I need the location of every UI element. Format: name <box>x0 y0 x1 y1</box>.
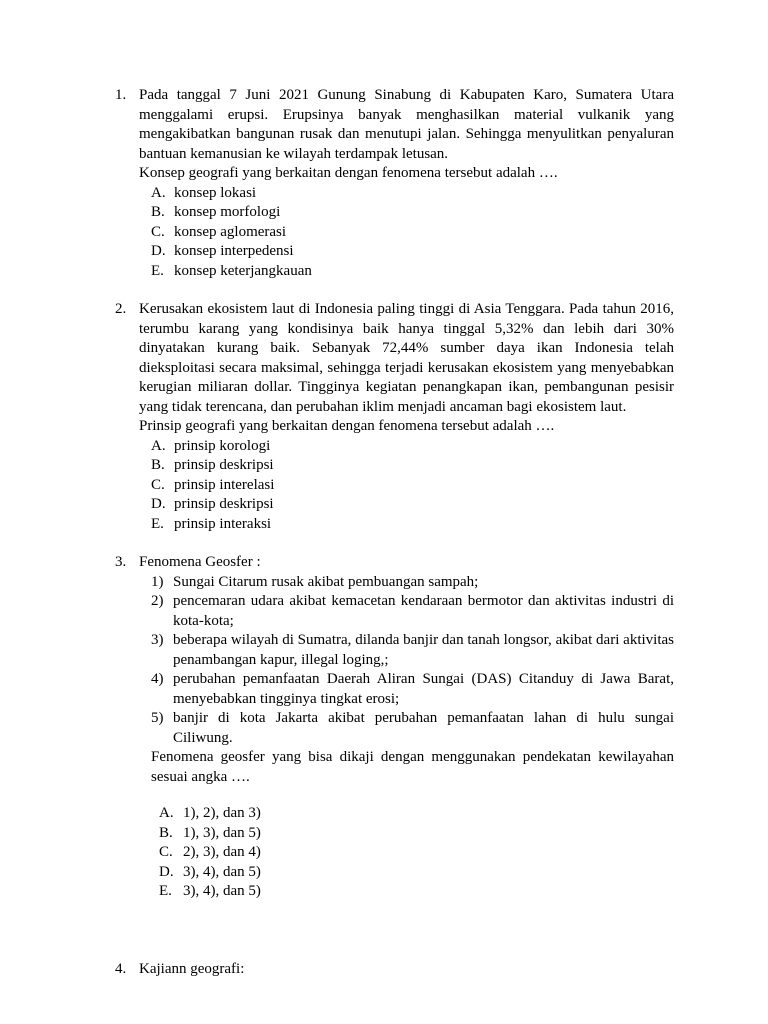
question-2 <box>115 300 674 534</box>
answer-option-c[interactable] <box>151 476 674 496</box>
option-letter: D. <box>159 863 174 880</box>
answer-options <box>139 437 674 535</box>
option-text: konsep interpedensi <box>174 243 294 259</box>
answer-option-b[interactable] <box>151 456 674 476</box>
option-letter: B. <box>151 204 165 220</box>
item-number: 5) <box>151 710 164 726</box>
option-text: 3), 4), dan 5) <box>183 863 261 880</box>
option-letter: D. <box>151 243 166 259</box>
phenomenon-item <box>151 573 674 593</box>
option-text: 3), 4), dan 5) <box>183 883 261 899</box>
option-text: prinsip interaksi <box>174 515 272 532</box>
option-letter: A. <box>151 184 166 201</box>
answer-option-d[interactable] <box>151 495 674 515</box>
item-text: banjir di kota Jakarta akibat perubahan pemanfaatan lahan di hulu sungai Ciliwung. <box>173 710 674 746</box>
item-number: 4) <box>151 671 164 687</box>
question-stem-text: Kerusakan ekosistem laut di Indonesia paling tinggi di Asia Tenggara. Pada tahun 2016, terumbu karang yang kondisinya baik hanya tinggal 5,32% dan lebih dari 30% dinyatakan kurang baik. Sebanyak 72,44% sumber daya ikan Indonesia telah dieksploitasi secara maksimal, sehingga terjadi kerusakan ekosistem yang menyebabkan kerugian miliaran dollar. Tingginya kegiatan penangkapan ikan, pembangunan pesisir yang tidak terencana, dan perubahan iklim menjadi ancaman bagi ekosistem laut. <box>139 301 674 415</box>
answer-option-c[interactable] <box>151 223 674 243</box>
answer-option-d[interactable] <box>159 863 674 883</box>
answer-option-d[interactable] <box>151 242 674 262</box>
question-stem <box>139 300 674 437</box>
answer-option-a[interactable] <box>159 804 674 824</box>
question-prompt: Fenomena geosfer yang bisa dikaji dengan menggunakan pendekatan kewilayahan sesuai angka …. <box>151 749 674 785</box>
answer-option-e[interactable] <box>151 515 674 535</box>
item-text: Sungai Citarum rusak akibat pembuangan sampah; <box>173 573 479 590</box>
phenomenon-item <box>151 592 674 631</box>
answer-options <box>139 184 674 282</box>
question-3 <box>115 553 674 902</box>
option-letter: B. <box>159 824 173 841</box>
option-letter: A. <box>159 805 174 821</box>
option-text: konsep keterjangkauan <box>174 262 312 279</box>
question-number: 2. <box>115 301 127 317</box>
item-number: 1) <box>151 573 164 590</box>
question-prompt: Konsep geografi yang berkaitan dengan fenomena tersebut adalah …. <box>139 165 558 181</box>
question-number: 3. <box>115 554 127 570</box>
option-letter: A. <box>151 437 166 454</box>
option-letter: E. <box>159 883 172 899</box>
option-text: prinsip deskripsi <box>174 496 274 512</box>
question-stem <box>139 960 674 980</box>
answer-option-b[interactable] <box>151 203 674 223</box>
question-prompt: Prinsip geografi yang berkaitan dengan fenomena tersebut adalah …. <box>139 418 555 434</box>
item-number: 2) <box>151 593 164 609</box>
answer-option-c[interactable] <box>159 843 674 863</box>
answer-option-a[interactable] <box>151 184 674 204</box>
option-text: prinsip interelasi <box>174 476 275 493</box>
option-letter: C. <box>159 844 173 860</box>
phenomenon-item <box>151 709 674 748</box>
option-text: konsep lokasi <box>174 184 257 201</box>
phenomenon-item <box>151 670 674 709</box>
question-stem-text: Kajiann geografi: <box>139 960 245 977</box>
answer-option-e[interactable] <box>159 882 674 902</box>
question-number: 4. <box>115 960 127 977</box>
answer-options <box>139 804 674 902</box>
question-stem <box>139 553 674 573</box>
option-letter: E. <box>151 262 164 279</box>
question-number: 1. <box>115 87 127 103</box>
option-letter: B. <box>151 457 165 473</box>
phenomena-list <box>139 573 674 749</box>
question-stem-text: Pada tanggal 7 Juni 2021 Gunung Sinabung di Kabupaten Karo, Sumatera Utara menggalami erupsi. Erupsinya banyak menghasilkan material vulkanik yang mengakibatkan bangunan rusak dan menutupi jalan. Sehingga menyulitkan penyaluran bantuan kemanusian ke wilayah terdampak letusan. <box>139 87 674 162</box>
option-text: konsep morfologi <box>174 204 281 220</box>
question-4 <box>115 960 674 980</box>
answer-option-b[interactable] <box>159 824 674 844</box>
answer-option-e[interactable] <box>151 262 674 282</box>
question-stem <box>139 86 674 184</box>
option-letter: C. <box>151 476 165 493</box>
question-stem-text: Fenomena Geosfer : <box>139 554 261 570</box>
option-letter: C. <box>151 223 165 240</box>
option-text: 1), 3), dan 5) <box>183 824 261 841</box>
option-text: 1), 2), dan 3) <box>183 805 261 821</box>
option-text: 2), 3), dan 4) <box>183 844 261 860</box>
item-text: perubahan pemanfaatan Daerah Aliran Sungai (DAS) Citanduy di Jawa Barat, menyebabkan tingginya tingkat erosi; <box>173 671 674 707</box>
option-text: prinsip korologi <box>174 437 271 454</box>
option-text: prinsip deskripsi <box>174 457 274 473</box>
option-text: konsep aglomerasi <box>174 223 287 240</box>
item-number: 3) <box>151 632 164 648</box>
question-1 <box>115 86 674 281</box>
option-letter: E. <box>151 515 164 532</box>
item-text: pencemaran udara akibat kemacetan kendaraan bermotor dan aktivitas industri di kota-kota; <box>173 593 674 629</box>
answer-option-a[interactable] <box>151 437 674 457</box>
option-letter: D. <box>151 496 166 512</box>
item-text: beberapa wilayah di Sumatra, dilanda banjir dan tanah longsor, akibat dari aktivitas penambangan kapur, illegal loging,; <box>173 632 674 668</box>
phenomenon-item <box>151 631 674 670</box>
